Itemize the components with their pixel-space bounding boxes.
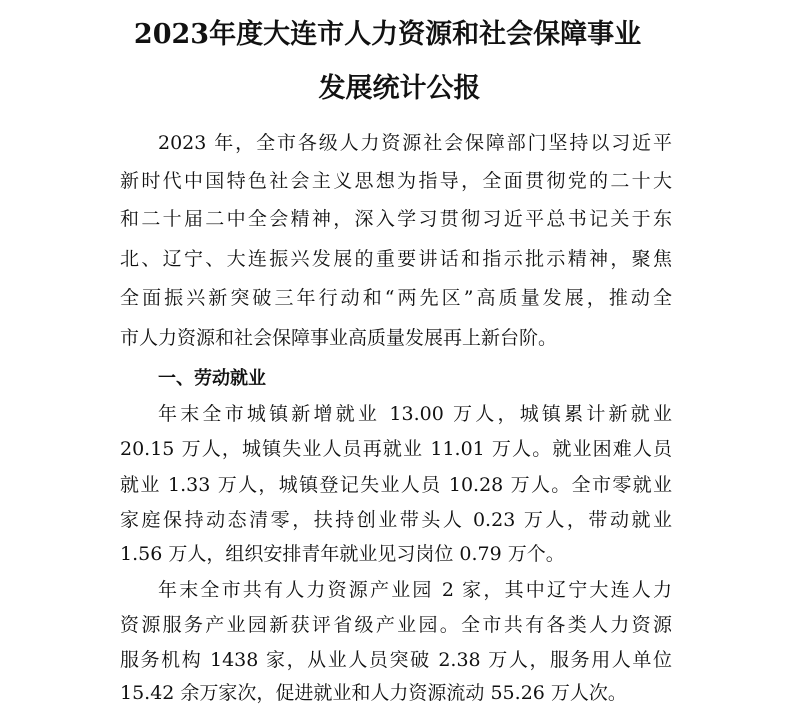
section-heading-labor-employment: 一、劳动就业 — [158, 368, 266, 389]
section-1-para-1-line-2: 20.15 万人，城镇失业人员再就业 11.01 万人。就业困难人员 — [120, 438, 672, 460]
intro-line-5: 全面振兴新突破三年行动和“两先区”高质量发展，推动全 — [120, 287, 672, 309]
document-title-line-2: 发展统计公报 — [318, 73, 481, 104]
section-1-para-1-line-5: 1.56 万人，组织安排青年就业见习岗位 0.79 万个。 — [120, 543, 565, 565]
intro-line-1: 2023 年，全市各级人力资源社会保障部门坚持以习近平 — [158, 132, 672, 154]
section-1-para-1-line-4: 家庭保持动态清零，扶持创业带头人 0.23 万人，带动就业 — [120, 509, 672, 531]
section-1-para-2-line-3: 服务机构 1438 家，从业人员突破 2.38 万人，服务用人单位 — [120, 649, 672, 671]
intro-line-3: 和二十届二中全会精神，深入学习贯彻习近平总书记关于东 — [120, 208, 672, 230]
section-1-para-2-line-2: 资源服务产业园新获评省级产业园。全市共有各类人力资源 — [120, 614, 672, 636]
intro-line-6: 市人力资源和社会保障事业高质量发展再上新台阶。 — [120, 327, 558, 349]
section-1-para-1-line-1: 年末全市城镇新增就业 13.00 万人，城镇累计新就业 — [158, 403, 672, 425]
section-1-para-2-line-1: 年末全市共有人力资源产业园 2 家，其中辽宁大连人力 — [158, 579, 672, 601]
intro-line-4: 北、辽宁、大连振兴发展的重要讲话和指示批示精神，聚焦 — [120, 248, 672, 270]
section-1-para-1-line-3: 就业 1.33 万人，城镇登记失业人员 10.28 万人。全市零就业 — [120, 474, 672, 496]
intro-line-2: 新时代中国特色社会主义思想为指导，全面贯彻党的二十大 — [120, 170, 672, 192]
section-1-para-2-line-4: 15.42 余万家次，促进就业和人力资源流动 55.26 万人次。 — [120, 682, 627, 704]
document-title-line-1: 2023年度大连市人力资源和社会保障事业 — [133, 19, 642, 50]
